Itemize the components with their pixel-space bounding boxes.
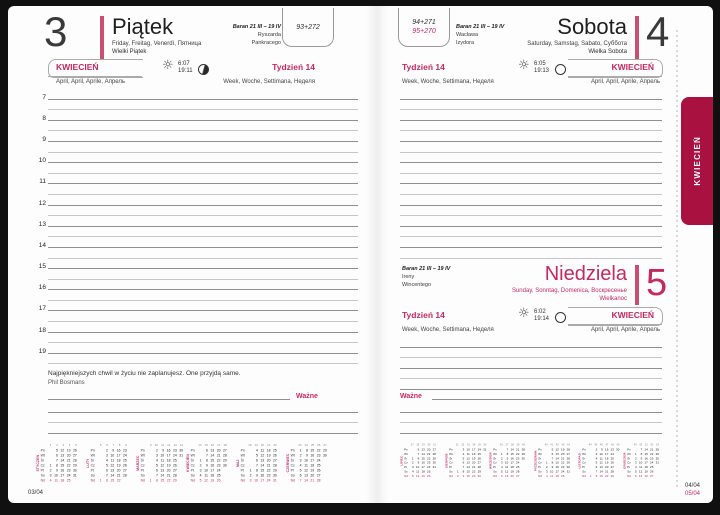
ruled-line [48,402,358,413]
ruled-line [48,206,358,217]
mini-calendar-month-label: SIERPIEŃ [444,453,448,469]
mini-calendar: KWIECIEŃ 14 15 16 17 18 Pn 6 13 20 27 Wt 7 14 21 28 Śr 1 8 15 22 29 Cz 2 9 16 23 30 Pt 3 10 17 24 So 4 11 18 25 Nd 5 12 19 26 [186,443,227,483]
month-underline [48,76,142,77]
ruled-line [400,379,662,390]
week-langs: Week, Woche, Settimana, Неделя [402,79,494,85]
month-langs: April, April, Aprile, Апрель [590,79,660,85]
ruled-line [38,216,358,228]
sun-times [534,61,549,75]
nameday: Ryszarda [257,32,281,38]
mini-calendar-month-label: LISTOPAD [578,452,582,469]
mini-calendar: SIERPIEŃ 31 32 33 34 35 36 Pn 3 10 17 24 31 Wt 4 11 18 25 Śr 5 12 19 26 Cz 6 13 20 27 Pt 7 14 21 28 So 1 8 15 22 29 Nd 2 9 16 23 30 [444,443,486,478]
ruled-line [48,354,358,365]
month-langs: April, April, Aprile, Апрель [590,327,660,333]
important-line [48,399,290,400]
footer-date-sunday: 05/04 [684,491,700,497]
ruled-line [39,174,358,186]
important-line [432,399,662,400]
day-of-year: 93+272 [296,23,320,31]
sun-times [534,309,549,323]
page-footer-date: 03/04 [28,490,44,496]
mini-calendar: WRZESIEŃ 36 37 38 39 40 Pn 7 14 21 28 Wt 1 8 15 22 29 Śr 2 9 16 23 30 Cz 3 10 17 24 Pt 4 11 18 25 So 5 12 19 26 Nd 6 13 20 27 [489,443,525,478]
ruled-line [400,337,662,348]
ruled-line [400,110,662,121]
ruled-line [38,237,358,249]
month-label: KWIECIEŃ [56,62,99,72]
zodiac-sign: Baran 21 III – 19 IV [456,24,505,30]
zodiac-namedays-friday [168,23,281,47]
ruled-line [400,413,662,424]
ruled-line [38,259,358,271]
ruled-line [48,248,358,259]
sunset-time: 19:13 [534,68,550,74]
day-of-year-saturday: 94+271 [412,19,436,26]
hour-label: 9 [42,135,46,143]
saturday-lines [400,89,662,259]
day-accent-bar [635,16,639,60]
mini-calendar-month-label: GRUDZIEŃ [622,452,626,469]
day-accent-bar [635,265,639,305]
ruled-line [400,402,662,413]
day-langs-friday: Friday, Freitag, Venerdì, Пятница [112,41,202,47]
mini-calendar-month-label: WRZESIEŃ [489,452,493,470]
mini-calendar-month-label: LIPIEC [400,455,404,466]
hour-label: 19 [38,347,46,355]
ruled-line [400,227,662,238]
sun-times [178,61,193,75]
sun-icon: ☼ [162,58,174,73]
ruled-line [48,413,358,424]
mini-calendars-jul-dec [400,443,666,485]
holiday-note-sunday: Wielkanoc [599,296,627,302]
day-name-friday: Piątek [112,14,174,39]
ruled-line [38,301,358,313]
hour-label: 15 [38,263,46,271]
sunset-time: 19:11 [178,68,193,74]
ruled-line [38,322,358,334]
ruled-line [48,100,358,111]
sun-icon: ☼ [518,306,530,321]
ruled-line [42,131,358,143]
ruled-line [400,163,662,174]
ruled-line [400,195,662,206]
footer-date-saturday: 04/04 [684,483,700,489]
hour-label: 13 [38,220,46,228]
mini-calendar: PAŹDZIERNIK 40 41 42 43 44 Pn 5 12 19 26 Wt 6 13 20 27 Śr 7 14 21 28 Cz 1 8 15 22 29 Pt 2 9 16 23 30 So 3 10 17 24 31 Nd 4 11 18 25 [533,443,570,478]
mini-calendars-jan-jun [36,443,335,485]
ruled-line [42,89,358,101]
sunrise-time: 6:07 [178,61,190,67]
quote-author: Phil Bosmans [48,380,85,386]
ruled-line [48,227,358,238]
important-label: Ważne [296,393,318,400]
ruled-line [400,153,662,164]
important-label: Ważne [400,393,422,400]
quote-text: Najpiękniejszych chwil w życiu nie zaplanujesz. One przyjdą same. [48,370,241,377]
mini-calendar: LISTOPAD 44 45 46 47 48 49 Pn 2 9 16 23 30 Wt 3 10 17 24 Śr 4 11 18 25 Cz 5 12 19 26 Pt 6 13 20 27 So 7 14 21 28 Nd 1 8 15 22 29 [578,443,620,478]
sunrise-time: 6:05 [534,61,546,67]
holiday-note-friday: Wielki Piątek [112,49,147,55]
mini-calendar-month-label: STYCZEŃ [36,454,40,472]
ruled-line [48,163,358,174]
ruled-line [48,142,358,153]
nameday: Wacława [456,32,479,38]
mini-calendar-month-label: MARZEC [136,455,140,471]
week-label: Tydzień 14 [272,62,315,72]
ruled-line [48,311,358,322]
day-langs-saturday: Saturday, Samstag, Sabato, Суббота [527,41,627,47]
mini-calendar: LUTY 5 6 7 8 9 Pn 2 9 16 23 Wt 3 10 17 24 Śr 4 11 18 25 Cz 5 12 19 26 Pt 6 13 20 27 So 7 14 21 28 Nd 1 8 15 22 [86,443,127,483]
ruled-line [48,269,358,280]
ruled-line [400,142,662,153]
sun-icon: ☼ [518,58,530,73]
mini-calendar-month-label: PAŹDZIERNIK [533,450,537,472]
page-edge-texture [676,30,678,490]
week-langs: Week, Woche, Settimana, Неделя [402,327,494,333]
day-of-year-sunday: 95+270 [412,28,436,35]
hour-label: 11 [39,178,46,186]
hour-lines [38,89,358,364]
mini-calendar-month-label: CZERWIEC [286,453,290,473]
month-underline [568,324,662,325]
day-name-sunday: Niedziela [544,263,627,285]
ruled-line [400,216,662,227]
moon-phase-icon [198,64,209,75]
ruled-line [400,121,662,132]
hour-label: 7 [42,93,46,101]
notes-lines [400,402,662,434]
day-accent-bar [100,16,104,60]
mini-calendar: MARZEC 9 10 11 12 13 14 Pn 2 9 16 23 30 Wt 3 10 17 24 31 Śr 4 11 18 25 Cz 5 12 19 26 Pt 6 13 20 27 So 7 14 21 28 Nd 1 8 15 22 29 [136,443,184,483]
day-number-sunday: 5 [646,262,667,304]
month-tab-label: KWIECIEŃ [692,136,702,186]
ruled-line [38,195,358,207]
week-label: Tydzień 14 [402,62,445,72]
ruled-line [400,348,662,359]
hour-label: 17 [38,305,46,313]
ruled-line [400,174,662,185]
week-label: Tydzień 14 [402,310,445,320]
month-label: KWIECIEŃ [611,310,654,320]
hour-label: 12 [38,199,46,207]
day-of-year-box-friday [282,8,334,47]
mini-calendar: LIPIEC 27 28 29 30 31 Pn 6 13 20 27 Wt 7 14 21 28 Śr 1 8 15 22 29 Cz 2 9 16 23 30 Pt 3 10 17 24 31 So 4 11 18 25 Nd 5 12 19 26 [400,443,436,478]
ruled-line [400,206,662,217]
ruled-line [38,343,358,355]
ruled-line [400,369,662,380]
nameday: Pankracego [251,40,281,46]
ruled-line [42,110,358,122]
hour-label: 18 [38,326,46,334]
ruled-line [400,423,662,434]
mini-calendar: MAJ 18 19 20 21 22 Pn 4 11 18 25 Wt 5 12 19 26 Śr 6 13 20 27 Cz 7 14 21 28 Pt 1 8 15 22 29 So 2 9 16 23 30 Nd 3 10 17 24 31 [236,443,277,483]
mini-calendar-month-label: KWIECIEŃ [186,454,190,473]
ruled-line [38,280,358,292]
nameday: Ireny [402,274,415,280]
hour-label: 10 [38,157,46,165]
zodiac-sign: Baran 21 III – 19 IV [402,266,451,272]
month-langs: April, April, Aprile, Апрель [56,79,126,85]
ruled-line [48,184,358,195]
day-name-saturday: Sobota [557,14,627,39]
notes-lines [48,402,358,434]
ruled-line [400,358,662,369]
mini-calendar-month-label: LUTY [86,458,90,468]
ruled-line [400,100,662,111]
ruled-line [48,423,358,434]
sunrise-time: 6:02 [534,309,546,315]
ruled-line [400,131,662,142]
ruled-line [400,248,662,259]
zodiac-sign: Baran 21 III – 19 IV [232,24,281,30]
month-tab [681,97,713,225]
nameday: Izydora [456,40,475,46]
mini-calendar: STYCZEŃ 1 2 3 4 5 Pn 5 12 19 26 Wt 6 13 20 27 Śr 7 14 21 28 Cz 1 8 15 22 29 Pt 2 9 16 23 30 So 3 10 17 24 31 Nd 4 11 18 25 [36,443,77,483]
diary-spread [8,6,713,503]
ruled-line [48,290,358,301]
ruled-line [48,121,358,132]
sunday-lines [400,337,662,390]
day-number-friday: 3 [44,8,67,55]
week-langs: Week, Woche, Settimana, Неделя [223,79,315,85]
hour-label: 16 [38,284,46,292]
month-underline [568,76,662,77]
page-gutter [366,6,388,503]
ruled-line [38,153,358,165]
hour-label: 14 [38,241,46,249]
ruled-line [400,184,662,195]
hour-label: 8 [42,114,46,122]
day-number-saturday: 4 [646,8,669,55]
day-langs-sunday: Sunday, Sonntag, Domenica, Воскресенье [511,288,627,294]
page-footer-dates [618,482,700,498]
ruled-line [400,89,662,100]
ruled-line [400,237,662,248]
nameday: Wincentego [402,282,432,288]
mini-calendar: GRUDZIEŃ 49 50 51 52 53 Pn 7 14 21 28 Wt 1 8 15 22 29 Śr 2 9 16 23 30 Cz 3 10 17 24 31 Pt 4 11 18 25 So 5 12 19 26 Nd 6 13 20 27 [622,443,659,478]
mini-calendar: CZERWIEC 23 24 25 26 27 Pn 1 8 15 22 29 Wt 2 9 16 23 30 Śr 3 10 17 24 Cz 4 11 18 25 Pt 5 12 19 26 So 6 13 20 27 Nd 7 14 21 28 [286,443,327,483]
day-of-year-box-weekend [398,8,450,47]
mini-calendar-month-label: MAJ [236,459,240,467]
sunset-time: 19:14 [534,316,550,322]
ruled-line [48,333,358,344]
holiday-note-saturday: Wielka Sobota [588,49,627,55]
month-label: KWIECIEŃ [611,62,654,72]
